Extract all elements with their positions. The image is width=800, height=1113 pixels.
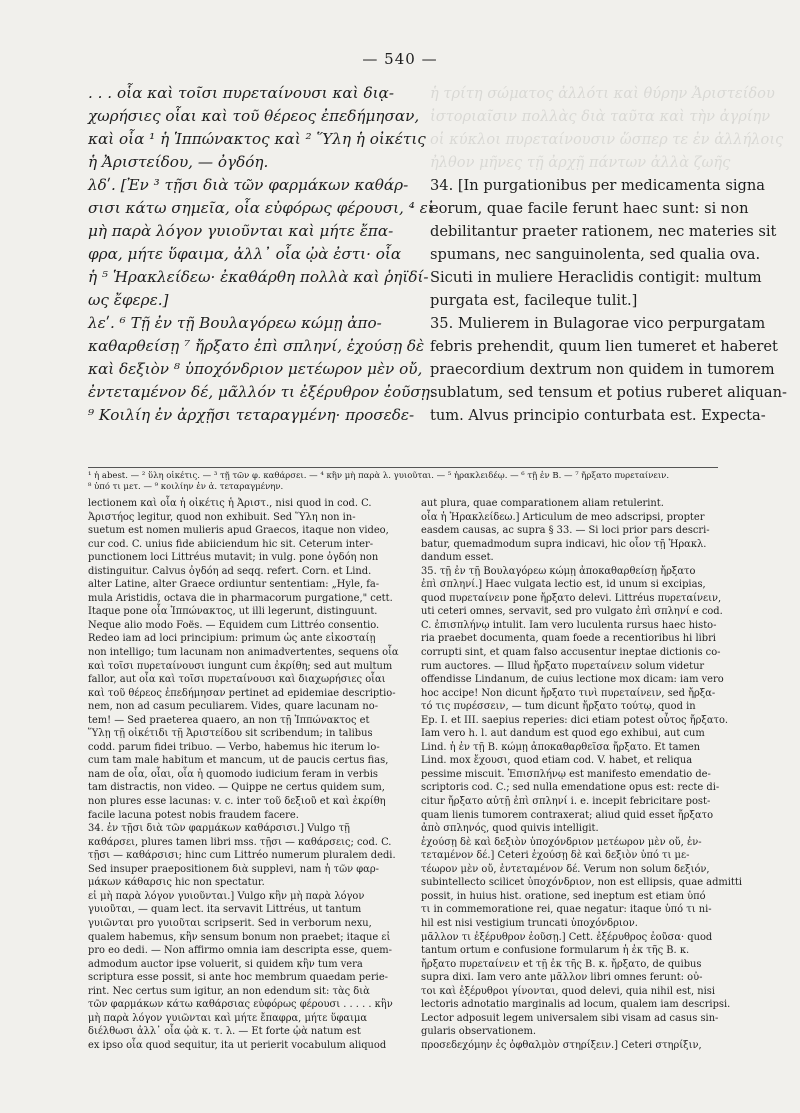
commentary-line: hil est nisi vestigium truncati ὑποχόνδριον. bbox=[421, 917, 638, 929]
bleed-line: οἱ κύκλοι πυρεταίνουσιν ὥσπερ τε ἐν ἀλλήλοις bbox=[430, 131, 784, 148]
commentary-line: ἀπὸ σπληνός, quod quivis intelligit. bbox=[421, 823, 599, 835]
commentary-line: possit, in huius hist. oratione, sed ineptum est etiam ὑπό bbox=[421, 890, 706, 902]
commentary-line: quod πυρεταίνειν pone ἤρξατο delevi. Littréus πυρεταίνειν, bbox=[421, 592, 722, 604]
commentary-line: distinguitur. Calvus ὀγδόη ad seqq. refert. Corn. et Lind. bbox=[88, 565, 372, 577]
latin-line bbox=[430, 128, 784, 151]
commentary-line: corrupti sint, et quam falso accusentur ineptae dictionis co- bbox=[421, 647, 721, 659]
commentary-line: batur, quemadmodum supra indicavi, hic οἷον τῇ Ἡρακλ. bbox=[421, 538, 707, 550]
greek-line: καθαρθείσῃ ⁷ ἤρξατο ἐπὶ σπληνί, ἐχούσῃ δὲ bbox=[88, 337, 425, 355]
commentary-line: Lind. mox ἔχουσι, quod etiam cod. V. habet, et reliqua bbox=[421, 755, 693, 767]
commentary-line: τέωρον μὲν οὔ, ἐντεταμένον δέ. Verum non solum δεξιόν, bbox=[421, 863, 710, 875]
commentary-line: nem, non ad casum peculiarem. Vides, quare lacunam no- bbox=[88, 701, 379, 713]
latin-line: febris prehendit, quum lien tumeret et haberet bbox=[430, 338, 778, 355]
greek-line: ως ἔφερε.] bbox=[88, 291, 169, 309]
latin-line: Sicuti in muliere Heraclidis contigit: multum bbox=[430, 269, 762, 286]
commentary-line: ἐχούσῃ δὲ καὶ δεξιὸν ὑποχόνδριον μετέωρον μὲν οὔ, ἐν- bbox=[421, 836, 702, 848]
commentary-line: Ep. I. et III. saepius reperies: dici etiam potest οὗτος ἤρξατο. bbox=[421, 714, 729, 726]
commentary-line: citur ἤρξατο αὐτῇ ἐπὶ σπληνί i. e. incepit febricitare post- bbox=[421, 796, 711, 808]
greek-line: ἐντεταμένον δέ, μᾶλλόν τι ἐξέρυθρον ἐοῦσῃ. bbox=[88, 383, 435, 401]
commentary-line: Neque alio modo Foës. — Equidem cum Littréo consentio. bbox=[88, 619, 380, 631]
greek-line: ἡ ⁵ Ἡρακλείδεω· ἐκαθάρθη πολλὰ καὶ ῥηϊδί- bbox=[88, 268, 429, 286]
greek-line: καὶ δεξιὸν ⁸ ὑποχόνδριον μετέωρον μὲν οὔ, bbox=[88, 360, 423, 378]
commentary-line: 34. ἐν τῇσι διὰ τῶν φαρμάκων καθάρσισι.] Vulgo τῇ bbox=[88, 823, 350, 835]
commentary-line: quam lienis tumorem contraxerat; aliud quid esset ἤρξατο bbox=[421, 809, 714, 821]
commentary-line: μὴ παρὰ λόγον γυιῶνται καὶ μήτε ἔπαφρα, μήτε ὕφαιμα bbox=[88, 1012, 368, 1024]
commentary-line: lectionem καὶ οἷα ἡ οἰκέτις ἡ Ἀριστ., nisi quod in cod. C. bbox=[88, 498, 372, 509]
commentary-line: dandum esset. bbox=[421, 552, 494, 564]
commentary-line: cur cod. C. unius fide abiiciendum hic sit. Ceterum inter- bbox=[88, 538, 374, 550]
latin-line bbox=[430, 105, 771, 128]
footnote-line: ¹ ἡ abest. — ² ὕλη οἰκέτις. — ³ τῇ τῶν φ. καθάρσει. — ⁴ κἢν μὴ παρὰ λ. γυιοῦται. — ⁵ ἡρακλειδέῳ. — ⁶ τῇ ἐν Β. — ⁷ ἤρξατο πυρεταίνειν. bbox=[88, 471, 670, 481]
commentary-line: καὶ τοῖσι πυρεταίνουσι iungunt cum ἐκρίθη; sed aut multum bbox=[88, 660, 393, 672]
commentary-line: γυιοῦται, — quam lect. ita servavit Littréus, ut tantum bbox=[88, 904, 362, 916]
latin-line: praecordium dextrum non quidem in tumorem bbox=[430, 361, 775, 378]
commentary-line: διέλθωσι ἀλλ᾽ οἷα ᾠὰ κ. τ. λ. — Et forte ᾠὰ natum est bbox=[88, 1026, 361, 1038]
commentary-line: fallor, aut οἷα καὶ τοῖσι πυρεταίνουσι καὶ διαχωρήσιες οἷαι bbox=[88, 674, 386, 686]
footnote-line: ⁸ ὑπό τι μετ. — ⁹ κοιλίην ἐν ἀ. τεταραγμένην. bbox=[88, 482, 284, 492]
commentary-line: punctionem loci Littréus mutavit; in vulg. pone ὀγδόη non bbox=[88, 552, 379, 564]
latin-line bbox=[430, 151, 731, 174]
commentary-line: cum tam male habitum et mancum, ut de paucis certus fias, bbox=[88, 755, 389, 767]
commentary-line: τοι καὶ ἐξέρυθροι γίνονται, quod delevi, quia nihil est, nisi bbox=[421, 985, 716, 997]
commentary-right-column bbox=[421, 497, 743, 1052]
commentary-line: τῶν φαρμάκων κάτω καθάρσιας εὐφόρως φέρουσι . . . . . κἢν bbox=[88, 999, 393, 1011]
commentary-line: mula Aristidis, octava die in pharmacorum purgatione," cett. bbox=[88, 592, 393, 604]
greek-line: καὶ οἷα ¹ ἡ Ἱππώνακτος καὶ ² Ὕλη ἡ οἰκέτις bbox=[88, 130, 426, 148]
commentary-line: τεταμένον δέ.] Ceteri ἐχούσῃ δὲ καὶ δεξιὸν ὑπό τι με- bbox=[421, 850, 690, 862]
commentary-line: τι in commemoratione rei, quae negatur: itaque ὑπό τι ni- bbox=[421, 904, 712, 916]
latin-line: 34. [In purgationibus per medicamenta signa bbox=[430, 177, 765, 194]
greek-line: λδʹ. [Ἐν ³ τῇσι διὰ τῶν φαρμάκων καθάρ- bbox=[88, 176, 409, 194]
commentary-line: scriptura esse possit, si ante hoc membrum quaedam perie- bbox=[88, 972, 389, 984]
greek-text-column bbox=[88, 82, 435, 427]
commentary-line: 35. τῇ ἐν τῇ Βουλαγόρεω κώμῃ ἀποκαθαρθείσῃ ἤρξατο bbox=[421, 565, 696, 577]
latin-line: spumans, nec sanguinolenta, sed qualia ova. bbox=[430, 246, 761, 263]
commentary-line: uti ceteri omnes, servavit, sed pro vulgato ἐπὶ σπληνί e cod. bbox=[421, 606, 723, 618]
commentary-line: qualem habemus, κἢν sensum bonum non praebet; itaque εἰ bbox=[88, 931, 391, 943]
commentary-line: alter Latine, alter Graece ordiuntur sententiam: „Hyle, fa- bbox=[88, 579, 380, 591]
latin-line: tum. Alvus principio conturbata est. Expecta- bbox=[430, 407, 766, 424]
commentary-line: rint. Nec certus sum igitur, an non edendum sit: τὰς διὰ bbox=[88, 985, 370, 997]
greek-line: ἡ Ἀριστείδου, — ὀγδόη. bbox=[88, 153, 269, 171]
commentary-line: easdem causas, ac supra § 33. — Si loci prior pars descri- bbox=[421, 525, 710, 537]
greek-line: ⁹ Κοιλίη ἐν ἀρχῇσι τεταραγμένη· προσεδε- bbox=[88, 406, 415, 424]
footnotes bbox=[88, 467, 718, 493]
commentary-line: τῇσι — καθάρσισι; hinc cum Littréo numerum pluralem dedi. bbox=[88, 850, 396, 862]
commentary-line: Redeo iam ad loci principium: primum ὡς ante εἰκοσταίῃ bbox=[88, 633, 376, 645]
commentary-line: subintellecto scilicet ὑποχόνδριον, non est ellipsis, quae admitti bbox=[421, 877, 743, 889]
latin-line: purgata est, facileque tulit.] bbox=[430, 292, 638, 309]
latin-text-column bbox=[430, 82, 787, 427]
commentary-line: ἐπὶ σπληνί.] Haec vulgata lectio est, id unum si excipias, bbox=[421, 579, 706, 591]
commentary-line: codd. parum fidei tribuo. — Verbo, habemus hic iterum lo- bbox=[88, 741, 380, 753]
commentary-line: aut plura, quae comparationem aliam retulerint. bbox=[421, 498, 664, 509]
latin-line: eorum, quae facile ferunt haec sunt: si non bbox=[430, 200, 749, 217]
greek-line: σισι κάτω σημεῖα, οἷα εὐφόρως φέρουσι, ⁴ εἰ bbox=[88, 199, 434, 217]
commentary-line: offendisse Lindanum, de cuius lectione mox dicam: iam vero bbox=[421, 674, 724, 686]
commentary-line: gularis observationem. bbox=[421, 1026, 536, 1038]
commentary-line: γυιῶνται pro γυιοῦται scripserit. Sed in verborum nexu, bbox=[88, 917, 372, 929]
commentary-line: lectoris adnotatio marginalis ad locum, qualem iam descripsi. bbox=[421, 999, 731, 1011]
commentary-line: nam de οἷα, οἷαι, οἷα ἡ quomodo iudicium feram in verbis bbox=[88, 768, 378, 780]
greek-line: φρα, μήτε ὕφαιμα, ἀλλ᾽ οἷα ᾠὰ ἐστι· οἷα bbox=[88, 245, 402, 263]
commentary-line: tem! — Sed praeterea quaero, an non τῇ Ἱππώνακτος et bbox=[88, 714, 370, 726]
commentary-line: admodum auctor ipse voluerit, si quidem κἢν tum vera bbox=[88, 958, 363, 970]
commentary-line: tantum ortum e confusione formularum ἡ ἐκ τῆς Β. κ. bbox=[421, 945, 690, 957]
greek-line: χωρήσιες οἷαι καὶ τοῦ θέρεος ἐπεδήμησαν, bbox=[88, 107, 420, 125]
commentary-line: καὶ τοῦ θέρεος ἐπεδήμησαν pertinet ad epidemiae descriptio- bbox=[88, 687, 396, 699]
commentary-line: Lector adposuit legem universalem sibi visam ad casus sin- bbox=[421, 1012, 719, 1024]
commentary-line: μᾶλλον τι ἐξέρυθρον ἐοῦσῃ.] Cett. ἐξέρυθρος ἐοῦσα· quod bbox=[421, 931, 713, 943]
commentary-line: Lind. ἡ ἐν τῇ Β. κώμῃ ἀποκαθαρθεῖσα ἤρξατο. Et tamen bbox=[421, 741, 701, 753]
greek-line: . . . οἷα καὶ τοῖσι πυρεταίνουσι καὶ διᾳ- bbox=[88, 84, 394, 102]
commentary-line: ria praebet documenta, quam foede a recentioribus hi libri bbox=[421, 633, 716, 645]
commentary-line: hoc accipe! Non dicunt ἤρξατο τινὶ πυρεταίνειν, sed ἤρξα- bbox=[421, 687, 716, 699]
commentary-line: scriptoris cod. C.; sed nulla emendatione opus est: recte di- bbox=[421, 782, 720, 794]
commentary-line: προσεδεχόμην ἐς ὀφθαλμὸν στηρίξειν.] Ceteri στηρίξιν, bbox=[421, 1039, 702, 1051]
commentary-line: εἰ μὴ παρὰ λόγον γυιοῦνται.] Vulgo κἢν μὴ παρὰ λόγον bbox=[88, 890, 365, 902]
latin-line: 35. Mulierem in Bulagorae vico perpurgatam bbox=[430, 315, 766, 332]
bleed-line: ἡ τρίτη σώματος ἀλλότι καὶ θύρην Ἀριστείδου bbox=[430, 85, 775, 102]
commentary-line: Ὕλῃ τῇ οἰκέτιδι τῇ Ἀριστείδου sit scribendum; in talibus bbox=[88, 728, 373, 740]
commentary-line: tam distractis, non video. — Quippe ne certus quidem sum, bbox=[88, 782, 385, 794]
bleed-line: ἠλθον μῆνες τῇ ἀρχῇ πάντων ἀλλὰ ζωῆς bbox=[430, 154, 731, 171]
commentary-line: ἤρξατο πυρεταίνειν et τῇ ἐκ τῆς Β. κ. ἤρξατο, de quibus bbox=[421, 958, 702, 970]
commentary-line: Itaque pone οἷα Ἱππώνακτος, ut illi legerunt, distinguunt. bbox=[88, 606, 378, 618]
commentary-line: τό τις πυρέσσειν, — tum dicunt ἤρξατο τούτῳ, quod in bbox=[421, 701, 696, 713]
latin-line: sublatum, sed tensum et potius ruberet aliquan- bbox=[430, 384, 787, 401]
commentary-line: rum auctores. — Illud ἤρξατο πυρεταίνειν solum videtur bbox=[421, 660, 705, 672]
commentary-line: facile lacuna potest nobis fraudem facere. bbox=[88, 809, 299, 821]
commentary-line: οἷα ἡ Ἡρακλείδεω.] Articulum de meo adscripsi, propter bbox=[421, 511, 705, 523]
commentary-line: C. ἐπισπλήνῳ intulit. Iam vero luculenta rursus haec histo- bbox=[421, 619, 717, 631]
commentary-line: Sed insuper praepositionem διὰ supplevi, nam ἡ τῶν φαρ- bbox=[88, 863, 379, 875]
commentary-line: non plures esse lacunas: v. c. inter τοῦ δεξιοῦ et καὶ ἐκρίθη bbox=[88, 796, 386, 808]
commentary-line: καθάρσει, plures tamen libri mss. τῇσι — καθάρσεις; cod. C. bbox=[88, 836, 392, 848]
latin-line: debilitantur praeter rationem, nec materies sit bbox=[430, 223, 777, 240]
bleed-line: ἰστοριαῖσιν πολλὰς διὰ ταῦτα καὶ τὴν ἀγρίην bbox=[430, 108, 771, 125]
latin-line bbox=[430, 82, 775, 105]
greek-line: μὴ παρὰ λόγον γυιοῦνται καὶ μήτε ἔπα- bbox=[88, 222, 394, 240]
commentary-line: supra dixi. Iam vero ante μᾶλλον libri omnes ferunt: οὐ- bbox=[421, 972, 703, 984]
commentary-line: pessime miscuit. Ἐπισπλήνῳ est manifesto emendatio de- bbox=[421, 768, 711, 780]
commentary-line: pro eo dedi. — Non affirmo omnia iam descripta esse, quem- bbox=[88, 945, 392, 957]
commentary-line: Iam vero h. l. aut dandum est quod ego exhibui, aut cum bbox=[421, 728, 705, 740]
commentary-line: ex ipso οἷα quod sequitur, ita ut perierit vocabulum aliquod bbox=[88, 1039, 387, 1051]
greek-line: λεʹ. ⁶ Τῇ ἐν τῇ Βουλαγόρεω κώμῃ ἀπο- bbox=[88, 314, 382, 332]
commentary-line: Ἀριστήος legitur, quod non exhibuit. Sed Ὕλη non in- bbox=[88, 511, 356, 523]
commentary-line: non intelligo; tum lacunam non animadvertentes, sequens οἷα bbox=[88, 647, 399, 659]
page-number: — 540 — bbox=[362, 50, 438, 68]
commentary-left-column bbox=[88, 497, 399, 1052]
commentary-line: μάκων κάθαρσις hic non spectatur. bbox=[88, 877, 265, 889]
commentary-line: suetum est nomen mulieris apud Graecos, itaque non video, bbox=[88, 525, 389, 537]
